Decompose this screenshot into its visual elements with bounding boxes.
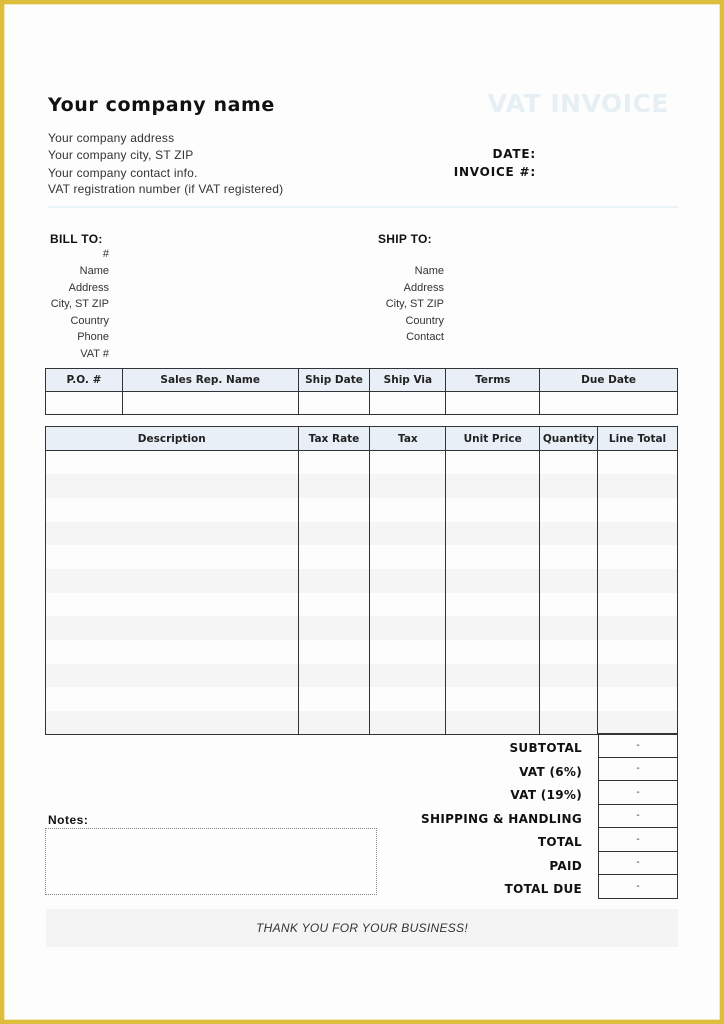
totals-value: - bbox=[599, 781, 678, 805]
tax-cell[interactable] bbox=[370, 616, 446, 640]
notes-title: Notes: bbox=[48, 813, 89, 827]
totals-value: - bbox=[599, 804, 678, 828]
description-cell[interactable] bbox=[46, 687, 299, 711]
tax-rate-cell[interactable] bbox=[298, 522, 370, 546]
tax-cell[interactable] bbox=[370, 522, 446, 546]
totals-row bbox=[599, 828, 678, 852]
description-cell[interactable] bbox=[46, 498, 299, 522]
totals-row bbox=[599, 781, 678, 805]
unit-price-cell[interactable] bbox=[446, 687, 540, 711]
tax-cell[interactable] bbox=[370, 640, 446, 664]
tax-cell[interactable] bbox=[370, 498, 446, 522]
sales-rep-cell[interactable] bbox=[122, 392, 298, 415]
company-name: Your company name bbox=[48, 94, 275, 116]
ship-date-header: Ship Date bbox=[298, 369, 370, 392]
quantity-cell[interactable] bbox=[540, 569, 598, 593]
line-total-cell[interactable] bbox=[598, 593, 678, 617]
totals-row bbox=[599, 851, 678, 875]
tax-rate-cell[interactable] bbox=[298, 451, 370, 475]
totals-value: - bbox=[599, 734, 678, 758]
unit-price-cell[interactable] bbox=[446, 569, 540, 593]
line-total-cell[interactable] bbox=[598, 616, 678, 640]
ship-via-header: Ship Via bbox=[370, 369, 446, 392]
line-total-cell[interactable] bbox=[598, 711, 678, 735]
line-items-header bbox=[46, 427, 678, 451]
unit-price-cell[interactable] bbox=[446, 545, 540, 569]
line-total-cell[interactable] bbox=[598, 474, 678, 498]
bill-to-phone-label: Phone bbox=[77, 331, 109, 343]
description-cell[interactable] bbox=[46, 451, 299, 475]
totals-label: SUBTOTAL bbox=[509, 741, 582, 755]
tax-rate-cell[interactable] bbox=[298, 664, 370, 688]
tax-rate-cell[interactable] bbox=[298, 616, 370, 640]
quantity-header: Quantity bbox=[540, 427, 598, 451]
tax-cell[interactable] bbox=[370, 711, 446, 735]
invoice-number-field[interactable] bbox=[541, 162, 671, 179]
line-item-row bbox=[46, 687, 678, 711]
unit-price-cell[interactable] bbox=[446, 498, 540, 522]
tax-cell[interactable] bbox=[370, 593, 446, 617]
line-total-cell[interactable] bbox=[598, 687, 678, 711]
ship-to-title: SHIP TO: bbox=[378, 232, 432, 246]
description-cell[interactable] bbox=[46, 474, 299, 498]
tax-cell[interactable] bbox=[370, 451, 446, 475]
totals-value: - bbox=[599, 851, 678, 875]
date-label: DATE: bbox=[492, 147, 536, 161]
totals-label: TOTAL DUE bbox=[504, 882, 582, 896]
line-total-cell[interactable] bbox=[598, 498, 678, 522]
quantity-cell[interactable] bbox=[540, 522, 598, 546]
unit-price-cell[interactable] bbox=[446, 593, 540, 617]
due-date-cell[interactable] bbox=[540, 392, 678, 415]
unit-price-cell[interactable] bbox=[446, 711, 540, 735]
totals-value: - bbox=[599, 828, 678, 852]
company-contact: Your company contact info. bbox=[48, 166, 198, 180]
totals-label: SHIPPING & HANDLING bbox=[421, 811, 582, 826]
bill-to-name-label: Name bbox=[79, 265, 109, 277]
totals-row bbox=[599, 804, 678, 828]
quantity-cell[interactable] bbox=[540, 687, 598, 711]
ship-to-country-label: Country bbox=[405, 315, 444, 327]
quantity-cell[interactable] bbox=[540, 593, 598, 617]
unit-price-cell[interactable] bbox=[446, 616, 540, 640]
totals-table bbox=[598, 733, 678, 899]
unit-price-header: Unit Price bbox=[446, 427, 540, 451]
line-item-row bbox=[46, 616, 678, 640]
tax-cell[interactable] bbox=[370, 687, 446, 711]
quantity-cell[interactable] bbox=[540, 711, 598, 735]
unit-price-cell[interactable] bbox=[446, 474, 540, 498]
description-cell[interactable] bbox=[46, 545, 299, 569]
line-total-cell[interactable] bbox=[598, 569, 678, 593]
invoice-number-label: INVOICE #: bbox=[453, 165, 536, 179]
date-field[interactable] bbox=[541, 144, 671, 161]
quantity-cell[interactable] bbox=[540, 664, 598, 688]
line-item-row bbox=[46, 545, 678, 569]
totals-label: PAID bbox=[549, 858, 582, 873]
bill-to-vat-label: VAT # bbox=[80, 348, 109, 360]
ship-date-cell[interactable] bbox=[298, 392, 370, 415]
quantity-cell[interactable] bbox=[540, 498, 598, 522]
company-vat-registration: VAT registration number (if VAT registered) bbox=[48, 182, 284, 196]
tax-rate-cell[interactable] bbox=[298, 593, 370, 617]
bill-to-title: BILL TO: bbox=[50, 232, 103, 246]
bill-to-address-label: Address bbox=[68, 282, 109, 294]
totals-value: - bbox=[599, 875, 678, 899]
bill-to-country-label: Country bbox=[70, 315, 109, 327]
document-title: VAT INVOICE bbox=[487, 89, 669, 118]
tax-rate-cell[interactable] bbox=[298, 474, 370, 498]
line-item-row bbox=[46, 522, 678, 546]
bill-to-city-label: City, ST ZIP bbox=[50, 298, 109, 310]
terms-header: Terms bbox=[446, 369, 540, 392]
tax-rate-cell[interactable] bbox=[298, 687, 370, 711]
ship-to-name-label: Name bbox=[414, 265, 444, 277]
unit-price-cell[interactable] bbox=[446, 664, 540, 688]
quantity-cell[interactable] bbox=[540, 451, 598, 475]
line-total-header: Line Total bbox=[598, 427, 678, 451]
line-item-row bbox=[46, 593, 678, 617]
tax-rate-cell[interactable] bbox=[298, 711, 370, 735]
ship-to-contact-label: Contact bbox=[406, 331, 444, 343]
tax-cell[interactable] bbox=[370, 474, 446, 498]
header-divider bbox=[48, 206, 678, 208]
tax-cell[interactable] bbox=[370, 569, 446, 593]
order-info-row bbox=[46, 392, 678, 415]
line-item-row bbox=[46, 569, 678, 593]
tax-rate-cell[interactable] bbox=[298, 569, 370, 593]
line-item-row bbox=[46, 451, 678, 475]
tax-cell[interactable] bbox=[370, 545, 446, 569]
ship-to-address-label: Address bbox=[403, 282, 444, 294]
terms-cell[interactable] bbox=[446, 392, 540, 415]
tax-rate-cell[interactable] bbox=[298, 498, 370, 522]
tax-cell[interactable] bbox=[370, 664, 446, 688]
description-cell[interactable] bbox=[46, 711, 299, 735]
invoice-page bbox=[4, 4, 720, 1020]
line-total-cell[interactable] bbox=[598, 522, 678, 546]
tax-rate-header: Tax Rate bbox=[298, 427, 370, 451]
line-item-row bbox=[46, 664, 678, 688]
ship-to-city-label: City, ST ZIP bbox=[385, 298, 444, 310]
due-date-header: Due Date bbox=[540, 369, 678, 392]
quantity-cell[interactable] bbox=[540, 616, 598, 640]
totals-row bbox=[599, 734, 678, 758]
tax-rate-cell[interactable] bbox=[298, 640, 370, 664]
description-cell[interactable] bbox=[46, 616, 299, 640]
company-address: Your company address bbox=[48, 131, 175, 145]
description-cell[interactable] bbox=[46, 640, 299, 664]
sales-rep-header: Sales Rep. Name bbox=[122, 369, 298, 392]
unit-price-cell[interactable] bbox=[446, 522, 540, 546]
line-item-row bbox=[46, 474, 678, 498]
description-cell[interactable] bbox=[46, 522, 299, 546]
totals-label: TOTAL bbox=[537, 835, 582, 849]
order-info-table bbox=[45, 368, 678, 415]
notes-field[interactable] bbox=[45, 828, 377, 895]
line-item-row bbox=[46, 640, 678, 664]
bill-to-number-label: # bbox=[102, 248, 109, 260]
description-cell[interactable] bbox=[46, 664, 299, 688]
line-total-cell[interactable] bbox=[598, 545, 678, 569]
quantity-cell[interactable] bbox=[540, 640, 598, 664]
po-number-header: P.O. # bbox=[46, 369, 123, 392]
quantity-cell[interactable] bbox=[540, 474, 598, 498]
unit-price-cell[interactable] bbox=[446, 640, 540, 664]
totals-label: VAT (6%) bbox=[519, 764, 582, 779]
line-total-cell[interactable] bbox=[598, 640, 678, 664]
tax-rate-cell[interactable] bbox=[298, 545, 370, 569]
totals-row bbox=[599, 875, 678, 899]
description-header: Description bbox=[46, 427, 299, 451]
totals-row bbox=[599, 757, 678, 781]
order-info-header bbox=[46, 369, 678, 392]
tax-header: Tax bbox=[370, 427, 446, 451]
line-item-row bbox=[46, 498, 678, 522]
description-cell[interactable] bbox=[46, 569, 299, 593]
line-total-cell[interactable] bbox=[598, 664, 678, 688]
line-total-cell[interactable] bbox=[598, 451, 678, 475]
quantity-cell[interactable] bbox=[540, 545, 598, 569]
totals-label: VAT (19%) bbox=[510, 788, 582, 802]
thank-you-banner: THANK YOU FOR YOUR BUSINESS! bbox=[46, 909, 678, 947]
totals-value: - bbox=[599, 757, 678, 781]
line-item-row bbox=[46, 711, 678, 735]
po-number-cell[interactable] bbox=[46, 392, 123, 415]
ship-via-cell[interactable] bbox=[370, 392, 446, 415]
unit-price-cell[interactable] bbox=[446, 451, 540, 475]
description-cell[interactable] bbox=[46, 593, 299, 617]
line-items-table bbox=[45, 426, 678, 735]
company-city: Your company city, ST ZIP bbox=[48, 148, 194, 162]
